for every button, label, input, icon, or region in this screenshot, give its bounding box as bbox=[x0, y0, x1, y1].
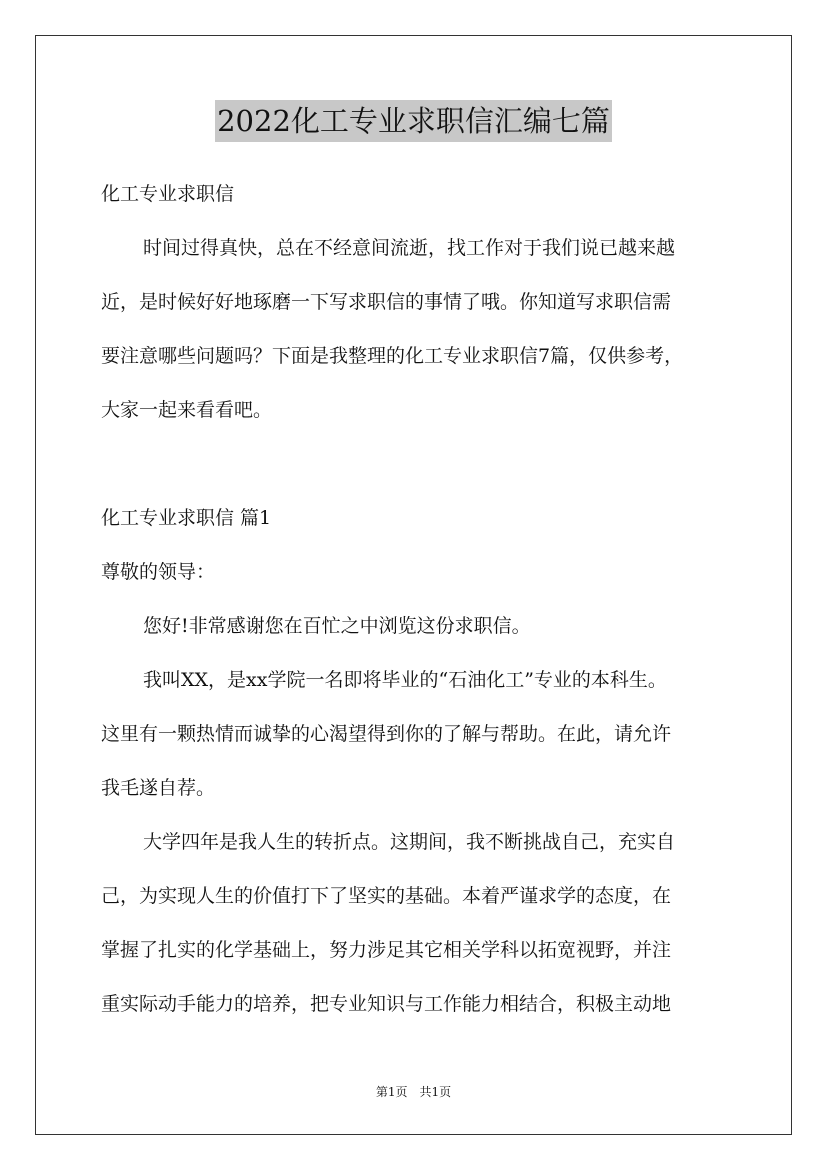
section-heading: 化工专业求职信 篇1 bbox=[101, 507, 272, 529]
document-title: 2022化工专业求职信汇编七篇 bbox=[215, 100, 612, 142]
intro-line-4: 大家一起来看看吧。 bbox=[101, 399, 273, 421]
para1-line-1: 我叫XX，是xx学院一名即将毕业的“石油化工”专业的本科生。 bbox=[143, 669, 667, 691]
salutation: 尊敬的领导： bbox=[101, 561, 216, 583]
intro-line-2: 近，是时候好好地琢磨一下写求职信的事情了哦。你知道写求职信需 bbox=[101, 291, 672, 313]
intro-line-3: 要注意哪些问题吗？下面是我整理的化工专业求职信7篇，仅供参考， bbox=[101, 345, 684, 367]
title-container bbox=[0, 100, 827, 142]
para1-line-2: 这里有一颗热情而诚挚的心渴望得到你的了解与帮助。在此，请允许 bbox=[101, 723, 672, 745]
para2-line-3: 掌握了扎实的化学基础上，努力涉足其它相关学科以拓宽视野，并注 bbox=[101, 939, 672, 961]
para1-line-3: 我毛遂自荐。 bbox=[101, 777, 216, 799]
intro-line-1: 时间过得真快，总在不经意间流逝，找工作对于我们说已越来越 bbox=[143, 237, 676, 259]
subtitle: 化工专业求职信 bbox=[101, 183, 235, 205]
page-footer: 第1页 共1页 bbox=[375, 1085, 452, 1099]
greeting: 您好!非常感谢您在百忙之中浏览这份求职信。 bbox=[143, 615, 531, 637]
para2-line-4: 重实际动手能力的培养，把专业知识与工作能力相结合，积极主动地 bbox=[101, 993, 672, 1015]
para2-line-1: 大学四年是我人生的转折点。这期间，我不断挑战自己，充实自 bbox=[143, 831, 676, 853]
para2-line-2: 己，为实现人生的价值打下了坚实的基础。本着严谨求学的态度，在 bbox=[101, 885, 672, 907]
